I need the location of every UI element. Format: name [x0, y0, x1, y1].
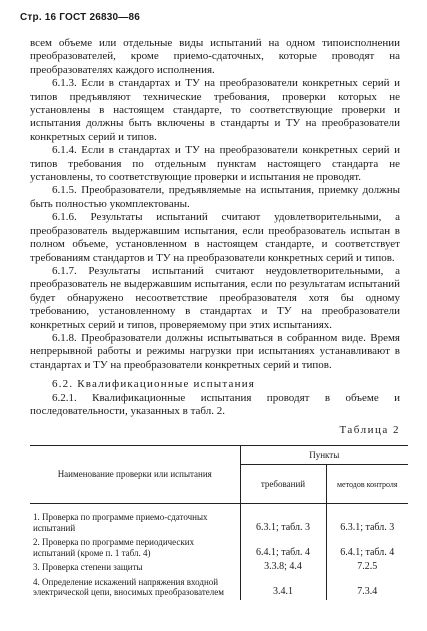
- table-header-requirements: требований: [240, 465, 326, 504]
- table-cell-methods: 7.2.5: [357, 561, 378, 572]
- table-header-group: Пункты: [240, 446, 408, 465]
- table-cell-requirements: 3.4.1: [240, 575, 326, 600]
- table-cell-name: 3. Проверка степени защиты: [30, 560, 240, 575]
- table-row: [30, 535, 408, 560]
- paragraph-continuation: всем объеме или отдельные виды испытаний на одном типоисполнении преобразователей, кроме приемо-сдаточных, которые проводят на преобразователях каждого исполнения.: [30, 37, 400, 76]
- table-cell-name: 4. Определение искажений напряжения входной электрической цепи, вносимых преобразователем: [30, 575, 240, 600]
- table-cell-methods: 6.3.1; табл. 3: [340, 521, 395, 533]
- table-cell-requirements: 6.4.1; табл. 4: [240, 535, 326, 560]
- paragraph-6-1-3: 6.1.3. Если в стандартах и ТУ на преобразователи конкретных серий и типов предъявляют технические требования, проверки которых не установлены в настоящем стандарте, то соответствующие проверки и испытания должны быть включены в стандарты и ТУ на преобразователи конкретных серий и типов.: [30, 77, 400, 143]
- paragraph-6-1-7: 6.1.7. Результаты испытаний считают неудовлетворительными, а преобразователь не выдержавшим испытания, если по результатам испытаний будет обнаружено несоответствие преобразователя хотя бы одному требованию, установленному в стандартах и ТУ на преобразователи конкретных серий и типов, проверяемому при этих испытаниях.: [30, 264, 400, 331]
- table-row: [30, 504, 408, 536]
- paragraph-6-1-8: 6.1.8. Преобразователи должны испытываться в собранном виде. Время непрерывной работы и режимы нагрузки при испытаниях устанавливают в стандартах и ТУ на преобразователи конкретных серий и типов.: [30, 331, 400, 371]
- body-text: [30, 37, 400, 442]
- table-cell-methods: 7.3.4: [357, 586, 378, 597]
- section-heading-6-2: 6.2. Квалификационные испытания: [52, 378, 256, 391]
- table-header-name: Наименование проверки или испытания: [30, 446, 240, 504]
- paragraph-6-1-5: 6.1.5. Преобразователи, предъявляемые на испытания, приемку должны быть полностью укомплектованы.: [30, 184, 400, 210]
- table-row: [30, 560, 408, 575]
- table-cell-name: 2. Проверка по программе периодических испытаний (кроме п. 1 табл. 4): [30, 535, 240, 560]
- page-header: Стр. 16 ГОСТ 26830—86: [20, 12, 140, 23]
- paragraph-6-1-6: 6.1.6. Результаты испытаний считают удовлетворительными, а преобразователь выдержавшим испытания, если преобразователь испытан в полном объеме, установленном в настоящем стандарте, и соответствует требованиям стандартов и ТУ на преобразователи конкретных серий и типов.: [30, 211, 400, 264]
- paragraph-6-2-1: 6.2.1. Квалификационные испытания проводят в объеме и последовательности, указанных в табл. 2.: [30, 391, 400, 417]
- table-header-methods: методов контроля: [326, 465, 408, 504]
- table-caption: Таблица 2: [339, 424, 400, 437]
- table-cell-requirements: 3.3.8; 4.4: [240, 560, 326, 575]
- table-cell-name: 1. Проверка по программе приемо-сдаточных испытаний: [30, 504, 240, 536]
- table-cell-requirements: 6.3.1; табл. 3: [240, 504, 326, 536]
- table-2: [30, 445, 408, 600]
- table-cell-methods: 6.4.1; табл. 4: [340, 546, 395, 558]
- table-row: [30, 575, 408, 600]
- paragraph-6-1-4: 6.1.4. Если в стандартах и ТУ на преобразователи конкретных серий и типов требования по отдельным пунктам настоящего стандарта не установлены, то соответствующие проверки и испытания не проводят.: [30, 144, 400, 184]
